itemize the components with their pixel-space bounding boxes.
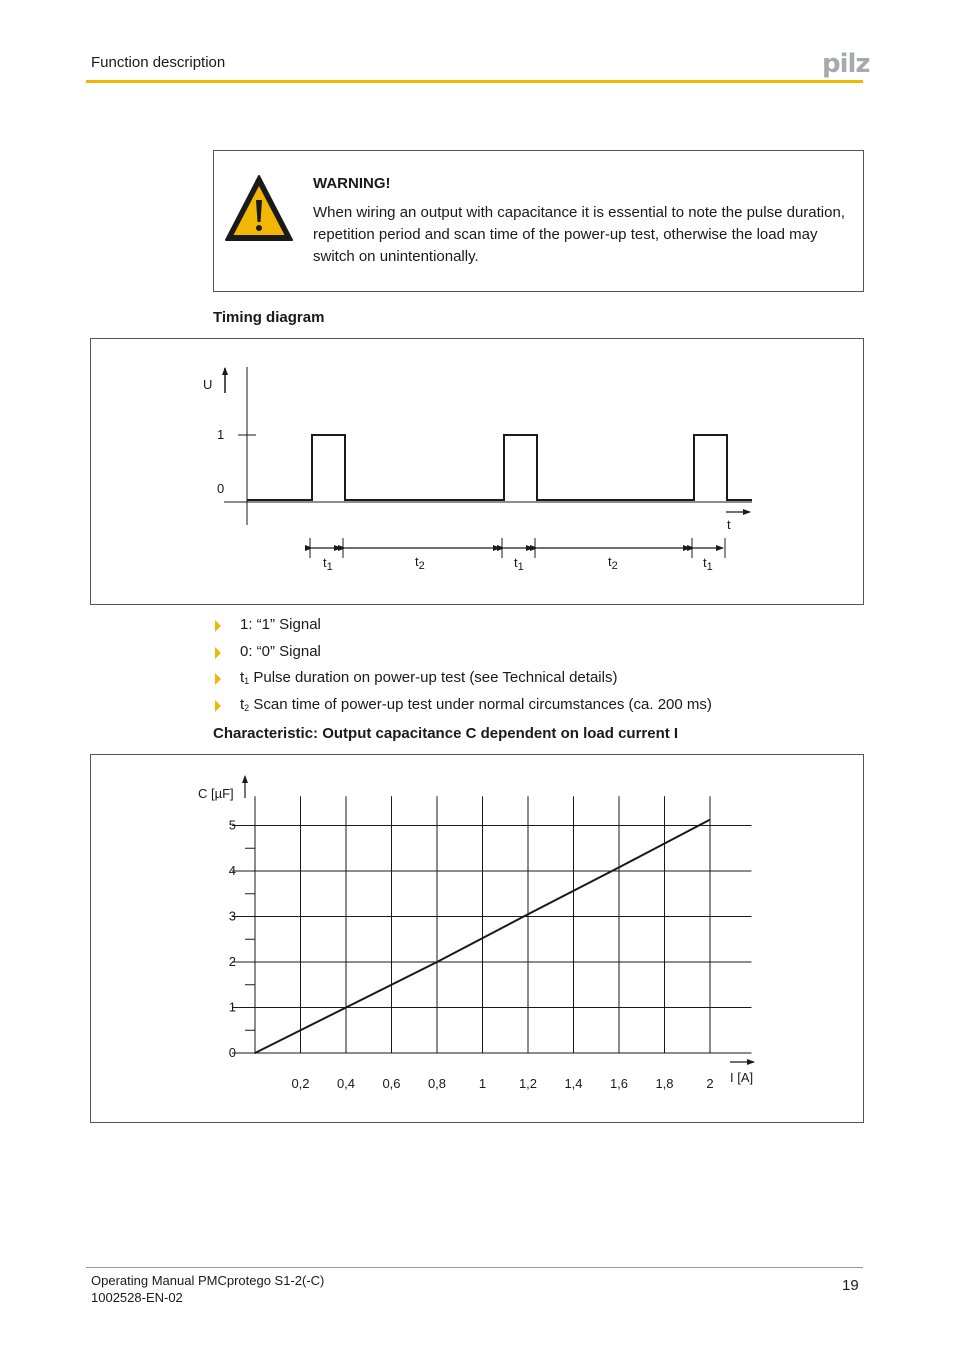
level-low-label: 0	[217, 481, 225, 496]
bullet-arrow-icon	[215, 673, 221, 685]
legend-item: $t_2$ Scan time of power-up test under normal circumstances (ca. 200 ms)	[213, 694, 712, 721]
y-tick-label: 0	[228, 1045, 236, 1060]
warning-triangle-icon	[223, 172, 295, 244]
u-axis-label: U	[203, 377, 213, 392]
x-tick-label: 1,6	[609, 1076, 629, 1091]
y-tick-label: 1	[228, 999, 236, 1015]
bullet-arrow-icon	[215, 647, 221, 659]
x-tick-label: 1,8	[655, 1076, 674, 1091]
footer-manual-title: Operating Manual PMCprotego S1-2(-C)	[91, 1273, 325, 1288]
y-tick-label: 3	[228, 908, 236, 924]
t-axis-label: t	[727, 517, 731, 532]
interval-label-t2: $t_2$	[608, 554, 618, 572]
characteristic-title: Characteristic: Output capacitance C dependent on load current I	[213, 725, 679, 742]
footer-doc-number: 1002528-EN-02	[91, 1290, 183, 1305]
bullet-arrow-icon	[215, 620, 221, 632]
x-tick-label: 0,2	[291, 1076, 310, 1091]
y-tick-label: 5	[228, 817, 236, 833]
x-tick-label: 0,4	[336, 1076, 356, 1091]
timing-diagram	[90, 338, 864, 605]
header-rule	[86, 80, 863, 83]
legend-item: 0: “0” Signal	[213, 641, 712, 668]
warning-title: WARNING!	[313, 175, 391, 192]
x-tick-label: 1,4	[564, 1076, 583, 1091]
interval-label-t1: $t_1$	[703, 555, 713, 573]
interval-label-t2: $t_2$	[415, 554, 425, 572]
interval-label-t1: $t_1$	[514, 555, 524, 573]
level-high-label: 1	[217, 427, 225, 442]
legend-list	[213, 614, 712, 720]
characteristic-chart	[90, 754, 864, 1123]
bullet-arrow-icon	[215, 700, 221, 712]
pilz-logo: pilz	[822, 49, 870, 79]
page-number: 19	[842, 1277, 859, 1294]
x-axis-label: I [A]	[730, 1070, 754, 1085]
signal-waveform	[247, 435, 752, 500]
y-tick-label: 4	[228, 863, 236, 878]
interval-label-t1: $t_1$	[323, 555, 333, 573]
section-title: Function description	[91, 54, 226, 71]
legend-item: 1: “1” Signal	[213, 614, 712, 641]
x-tick-label: 0,6	[382, 1076, 401, 1091]
y-tick-label: 2	[228, 954, 236, 969]
y-axis-label: C [µF]	[198, 786, 234, 801]
timing-diagram-title: Timing diagram	[213, 309, 325, 326]
legend-item: $t_1$ Pulse duration on power-up test (see Technical details)	[213, 667, 712, 694]
x-tick-label: 1	[478, 1076, 487, 1091]
footer-rule	[86, 1267, 863, 1268]
warning-text: When wiring an output with capacitance it is essential to note the pulse duration, repetition period and scan time of the power-up test, otherwise the load may switch on unintentionally.	[313, 204, 845, 265]
x-tick-label: 1,2	[518, 1076, 538, 1091]
x-tick-label: 0,8	[427, 1076, 447, 1091]
x-tick-label: 2	[706, 1076, 714, 1091]
